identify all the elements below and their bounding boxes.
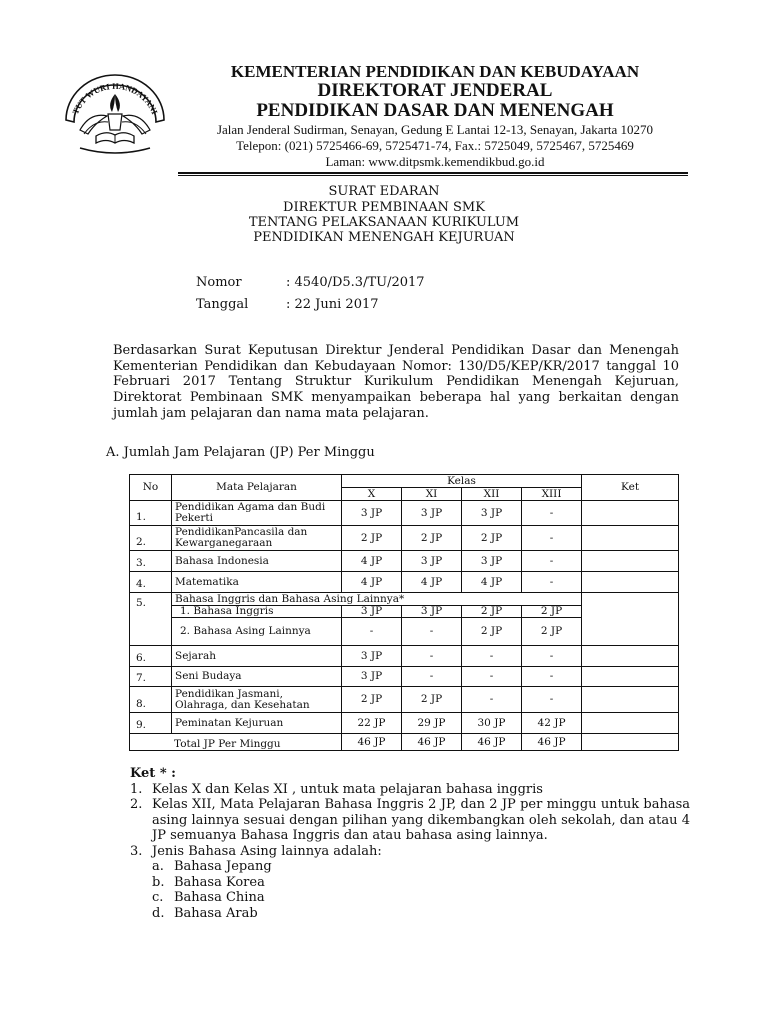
division-name: PENDIDIKAN DASAR DAN MENENGAH [256, 100, 614, 121]
letterhead-rule-thin [178, 175, 688, 176]
notes-title: Ket * : [130, 766, 176, 781]
row-xi: - [402, 646, 462, 667]
row-ket [582, 593, 679, 646]
table-header-row [130, 475, 679, 488]
nomor-label: Nomor [196, 275, 242, 290]
row-xii: - [462, 646, 522, 667]
row-xii: 2 JP [462, 526, 522, 551]
language-letter: c. [152, 890, 164, 905]
header-xiii: XIII [522, 488, 582, 501]
row-ket [582, 667, 679, 687]
row-ket [582, 713, 679, 734]
row-xi: - [402, 618, 462, 646]
header-subject: Mata Pelajaran [172, 475, 342, 501]
row-xi: 4 JP [402, 572, 462, 593]
table-row [130, 572, 679, 593]
row-xii: 2 JP [462, 606, 522, 618]
row-xi: - [402, 667, 462, 687]
row-xiii: - [522, 646, 582, 667]
tanggal-value: : 22 Juni 2017 [286, 297, 379, 312]
row-xii: 30 JP [462, 713, 522, 734]
row-xiii: - [522, 501, 582, 526]
table-row [130, 593, 679, 606]
total-xii: 46 JP [462, 734, 522, 751]
row-xii: 4 JP [462, 572, 522, 593]
row-x: 22 JP [342, 713, 402, 734]
circular-subject-cont: PENDIDIKAN MENENGAH KEJURUAN [253, 230, 515, 245]
tut-wuri-handayani-logo [60, 68, 170, 158]
row-subject: 2. Bahasa Asing Lainnya [172, 618, 342, 646]
row-xiii: 2 JP [522, 606, 582, 618]
row-xiii: - [522, 687, 582, 713]
row-ket [582, 526, 679, 551]
row-xiii: - [522, 667, 582, 687]
row-x: 3 JP [342, 501, 402, 526]
row-x: 3 JP [342, 606, 402, 618]
total-ket [582, 734, 679, 751]
row-subject: Matematika [172, 572, 342, 593]
note-item [130, 797, 690, 844]
note-item [130, 782, 690, 798]
header-no: No [130, 475, 172, 501]
row-xii: 3 JP [462, 551, 522, 572]
note-text: Kelas X dan Kelas XI , untuk mata pelajaran bahasa inggris [152, 781, 543, 797]
language-item [130, 906, 690, 922]
note-number: 2. [130, 797, 143, 812]
row-x: 2 JP [342, 687, 402, 713]
note-number: 3. [130, 843, 143, 859]
language-letter: a. [152, 859, 164, 874]
office-address: Jalan Jenderal Sudirman, Senayan, Gedung E Lantai 12-13, Senayan, Jakarta 10270 [216, 122, 654, 137]
row-x: 2 JP [342, 526, 402, 551]
language-name: Bahasa Arab [174, 905, 258, 921]
row-subject: Seni Budaya [172, 667, 342, 687]
svg-text:TUT WURI HANDAYANI: TUT WURI HANDAYANI [70, 80, 160, 116]
row-no: 6. [130, 646, 172, 667]
jp-table [129, 474, 679, 751]
table-row [130, 667, 679, 687]
note-text: Jenis Bahasa Asing lainnya adalah: [152, 843, 382, 859]
row-ket [582, 687, 679, 713]
language-name: Bahasa Jepang [174, 859, 272, 874]
row-ket [582, 501, 679, 526]
table-row [130, 687, 679, 713]
notes-section [130, 766, 690, 921]
row-ket [582, 646, 679, 667]
directorate-name: DIREKTORAT JENDERAL [317, 80, 553, 101]
row-subject-group: Bahasa Inggris dan Bahasa Asing Lainnya* [172, 593, 582, 606]
row-no: 1. [130, 501, 172, 526]
language-name: Bahasa Korea [174, 874, 265, 890]
row-subject: Sejarah [172, 646, 342, 667]
section-a-heading: A. Jumlah Jam Pelajaran (JP) Per Minggu [106, 445, 375, 460]
language-item [130, 859, 690, 875]
row-xii: 3 JP [462, 501, 522, 526]
row-subject: Peminatan Kejuruan [172, 713, 342, 734]
row-subject: Bahasa Indonesia [172, 551, 342, 572]
intro-text: Berdasarkan Surat Keputusan Direktur Jenderal Pendidikan Dasar dan Menengah Kementerian Pendidikan dan Kebudayaan Nomor: 130/D5/KEP/KR/2017 tanggal 10 Februari 2017 Tentang Struktur Kurikulum Pendidikan Menengah Kejuruan, Direktorat Pembinaan SMK menyampaikan beberapa hal yang berkaitan dengan jumlah jam pelajaran dan nama mata pelajaran. [113, 343, 679, 421]
header-x: X [342, 488, 402, 501]
table-row [130, 646, 679, 667]
circular-issuer: DIREKTUR PEMBINAAN SMK [283, 200, 485, 215]
row-x: 3 JP [342, 646, 402, 667]
language-letter: b. [152, 874, 165, 890]
header-ket: Ket [582, 475, 679, 501]
table-total-row [130, 734, 679, 751]
table-row [130, 526, 679, 551]
row-no: 7. [130, 667, 172, 687]
row-xi: 2 JP [402, 526, 462, 551]
row-xi: 29 JP [402, 713, 462, 734]
language-name: Bahasa China [174, 890, 265, 905]
row-xi: 3 JP [402, 606, 462, 618]
row-subject: PendidikanPancasila dan Kewarganegaraan [172, 526, 342, 551]
office-phone: Telepon: (021) 5725466-69, 5725471-74, Fax.: 5725049, 5725467, 5725469 [236, 138, 634, 153]
row-ket [582, 551, 679, 572]
row-xiii: 42 JP [522, 713, 582, 734]
row-subject: Pendidikan Jasmani, Olahraga, dan Kesehatan [172, 687, 342, 713]
header-xi: XI [402, 488, 462, 501]
row-subject: 1. Bahasa Inggris [172, 606, 342, 618]
table-row [130, 713, 679, 734]
note-number: 1. [130, 781, 143, 797]
ministry-name: KEMENTERIAN PENDIDIKAN DAN KEBUDAYAAN [230, 62, 640, 81]
row-subject: Pendidikan Agama dan Budi Pekerti [172, 501, 342, 526]
row-xiii: - [522, 551, 582, 572]
total-xi: 46 JP [402, 734, 462, 751]
header-kelas: Kelas [342, 475, 582, 488]
language-letter: d. [152, 905, 165, 921]
language-item [130, 890, 690, 906]
note-item [130, 844, 690, 860]
row-no: 3. [130, 551, 172, 572]
row-no: 5. [130, 593, 172, 646]
row-x: - [342, 618, 402, 646]
letterhead-rule [178, 172, 688, 174]
row-xi: 3 JP [402, 501, 462, 526]
tanggal-label: Tanggal [196, 297, 249, 312]
total-label: Total JP Per Minggu [130, 734, 342, 751]
row-xii: - [462, 687, 522, 713]
header-xii: XII [462, 488, 522, 501]
row-xiii: - [522, 526, 582, 551]
row-xi: 2 JP [402, 687, 462, 713]
circular-title: SURAT EDARAN [328, 184, 440, 199]
row-x: 4 JP [342, 572, 402, 593]
nomor-value: : 4540/D5.3/TU/2017 [286, 275, 425, 290]
language-item [130, 875, 690, 891]
circular-subject: TENTANG PELAKSANAAN KURIKULUM [248, 215, 520, 230]
total-xiii: 46 JP [522, 734, 582, 751]
row-no: 2. [130, 526, 172, 551]
office-website: Laman: www.ditpsmk.kemendikbud.go.id [325, 154, 545, 169]
row-x: 3 JP [342, 667, 402, 687]
row-x: 4 JP [342, 551, 402, 572]
row-no: 8. [130, 687, 172, 713]
row-no: 9. [130, 713, 172, 734]
table-row [130, 551, 679, 572]
row-ket [582, 572, 679, 593]
row-xii: - [462, 667, 522, 687]
row-xiii: 2 JP [522, 618, 582, 646]
row-xi: 3 JP [402, 551, 462, 572]
row-no: 4. [130, 572, 172, 593]
row-xiii: - [522, 572, 582, 593]
note-text: Kelas XII, Mata Pelajaran Bahasa Inggris 2 JP, dan 2 JP per minggu untuk bahasa asing lainnya sesuai dengan pilihan yang dikembangkan oleh sekolah, dan atau 4 JP semuanya Bahasa Inggris dan atau bahasa asing lainnya. [152, 797, 690, 843]
row-xii: 2 JP [462, 618, 522, 646]
table-row [130, 501, 679, 526]
intro-paragraph [113, 343, 679, 422]
total-x: 46 JP [342, 734, 402, 751]
